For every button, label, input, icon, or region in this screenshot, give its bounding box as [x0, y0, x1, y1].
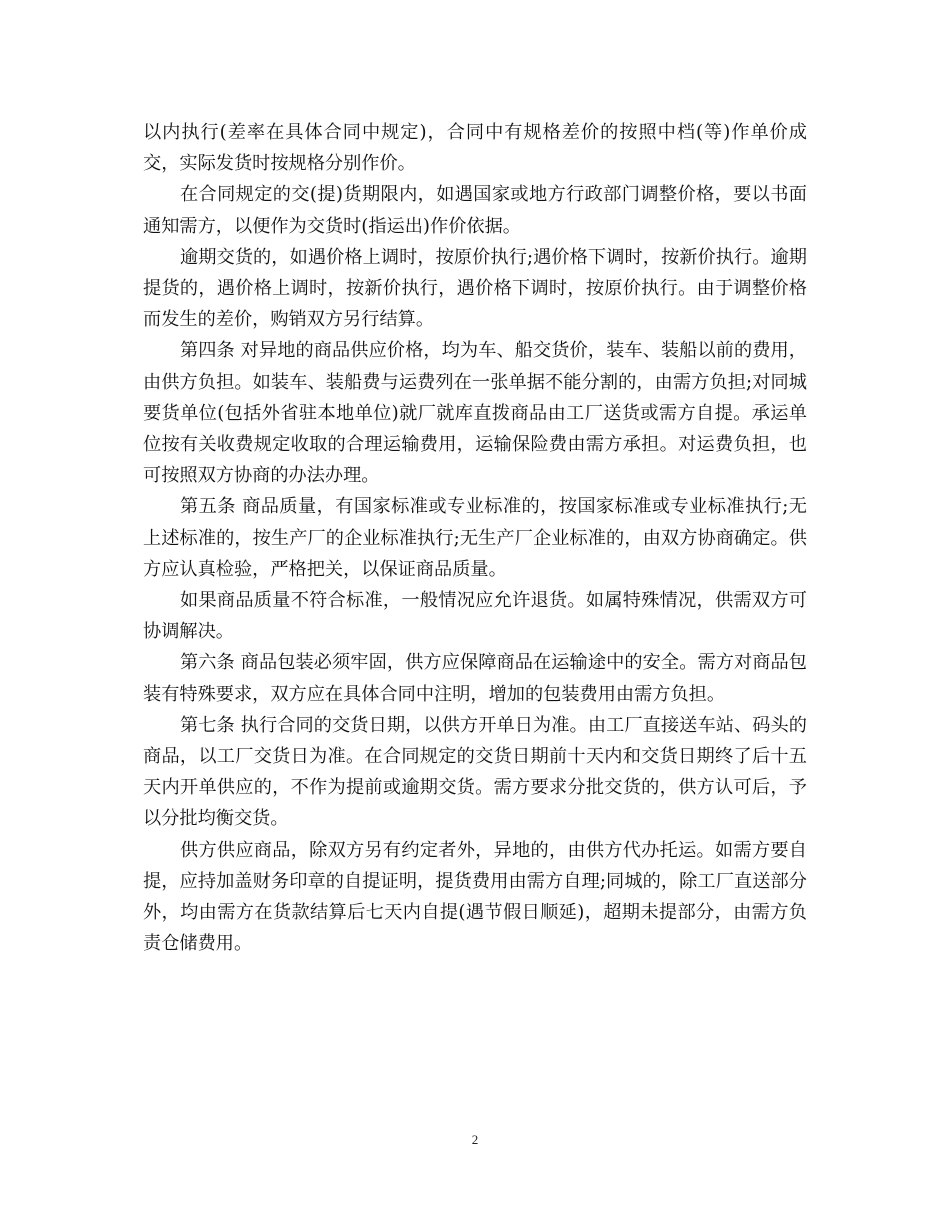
- paragraph-overdue-pricing: 逾期交货的，如遇价格上调时，按原价执行;遇价格下调时，按新价执行。逾期提货的，遇价格上调时，按新价执行，遇价格下调时，按原价执行。由于调整价格而发生的差价，购销双方另行结算。: [143, 246, 807, 331]
- paragraph-price-adjustment-notice: 在合同规定的交(提)货期限内，如遇国家或地方行政部门调整价格，要以书面通知需方，以便作为交货时(指运出)作价依据。: [143, 184, 807, 237]
- paragraph-continuation: 以内执行(差率在具体合同中规定)，合同中有规格差价的按照中档(等)作单价成交，实际发货时按规格分别作价。: [143, 122, 807, 175]
- paragraph-article-4: 第四条 对异地的商品供应价格，均为车、船交货价，装车、装船以前的费用，由供方负担。如装车、装船费与运费列在一张单据不能分割的，由需方负担;对同城要货单位(包括外省驻本地单位)就厂就库直拨商品由工厂送货或需方自提。承运单位按有关收费规定收取的合理运输费用，运输保险费由需方承担。对运费负担，也可按照双方协商的办法办理。: [143, 340, 807, 487]
- paragraph-article-5: 第五条 商品质量，有国家标准或专业标准的，按国家标准或专业标准执行;无上述标准的，按生产厂的企业标准执行;无生产厂企业标准的，由双方协商确定。供方应认真检验，严格把关，以保证商品质量。: [143, 496, 807, 580]
- paragraph-article-7: 第七条 执行合同的交货日期，以供方开单日为准。由工厂直接送车站、码头的商品，以工厂交货日为准。在合同规定的交货日期前十天内和交货日期终了后十五天内开单供应的，不作为提前或逾期交货。需方要求分批交货的，供方认可后，予以分批均衡交货。: [143, 714, 807, 830]
- page-number: 2: [471, 1132, 479, 1147]
- paragraph-quality-return: 如果商品质量不符合标准，一般情况应允许退货。如属特殊情况，供需双方可协调解决。: [143, 590, 807, 643]
- body-text: [143, 117, 807, 959]
- paragraph-article-6: 第六条 商品包装必须牢固，供方应保障商品在运输途中的安全。需方对商品包装有特殊要求，双方应在具体合同中注明，增加的包装费用由需方负担。: [143, 652, 807, 705]
- paragraph-supply-delivery: 供方供应商品，除双方另有约定者外，异地的，由供方代办托运。如需方要自提，应持加盖财务印章的自提证明，提货费用由需方自理;同城的，除工厂直送部分外，均由需方在货款结算后七天内自提(遇节假日顺延)，超期未提部分，由需方负责仓储费用。: [143, 839, 807, 955]
